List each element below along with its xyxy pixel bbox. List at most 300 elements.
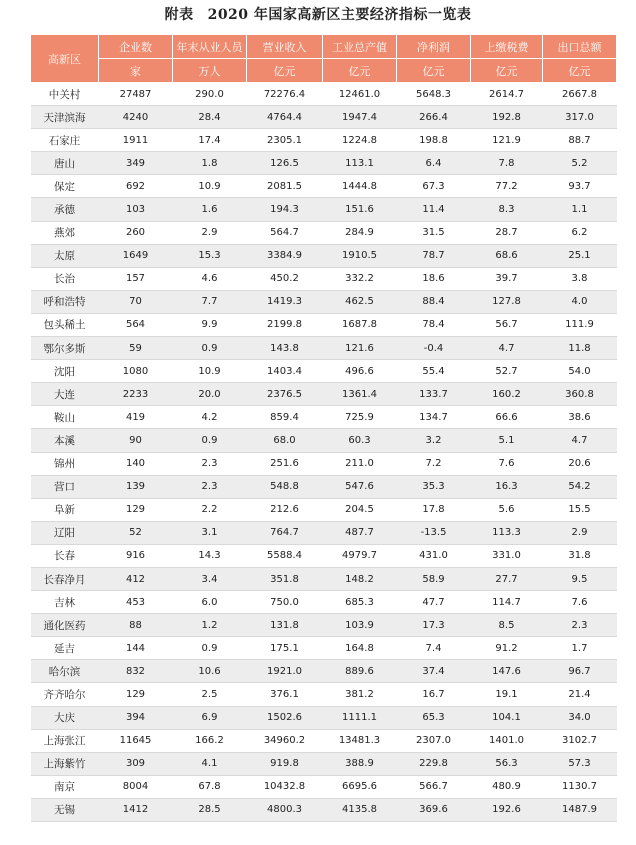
cell-employees: 14.3	[173, 544, 247, 567]
cell-taxes: 56.3	[471, 752, 543, 775]
cell-revenue: 34960.2	[247, 729, 323, 752]
unit-net-profit: 亿元	[397, 59, 471, 83]
cell-revenue: 450.2	[247, 267, 323, 290]
table-row	[31, 221, 617, 244]
cell-exports: 317.0	[543, 106, 617, 129]
table-row	[31, 337, 617, 360]
cell-taxes: 8.5	[471, 614, 543, 637]
table-row	[31, 267, 617, 290]
cell-revenue: 2305.1	[247, 129, 323, 152]
cell-industrial-output: 103.9	[323, 614, 397, 637]
cell-industrial-output: 60.3	[323, 429, 397, 452]
cell-employees: 4.6	[173, 267, 247, 290]
cell-revenue: 72276.4	[247, 83, 323, 106]
title-prefix: 附表	[164, 7, 194, 23]
cell-enterprises: 349	[99, 152, 173, 175]
cell-industrial-output: 332.2	[323, 267, 397, 290]
cell-zone-name: 大庆	[31, 706, 99, 729]
cell-exports: 1.7	[543, 637, 617, 660]
cell-net-profit: 11.4	[397, 198, 471, 221]
cell-industrial-output: 148.2	[323, 567, 397, 590]
cell-net-profit: 7.2	[397, 452, 471, 475]
table-row	[31, 175, 617, 198]
cell-zone-name: 辽阳	[31, 521, 99, 544]
cell-industrial-output: 1687.8	[323, 313, 397, 336]
cell-net-profit: 37.4	[397, 660, 471, 683]
table-row	[31, 498, 617, 521]
table-row	[31, 106, 617, 129]
cell-exports: 4.7	[543, 429, 617, 452]
cell-exports: 2.3	[543, 614, 617, 637]
cell-industrial-output: 284.9	[323, 221, 397, 244]
cell-enterprises: 70	[99, 290, 173, 313]
cell-exports: 5.2	[543, 152, 617, 175]
cell-industrial-output: 4135.8	[323, 798, 397, 821]
cell-taxes: 127.8	[471, 290, 543, 313]
cell-enterprises: 90	[99, 429, 173, 452]
cell-employees: 2.3	[173, 452, 247, 475]
table-row	[31, 729, 617, 752]
cell-taxes: 4.7	[471, 337, 543, 360]
cell-net-profit: 134.7	[397, 406, 471, 429]
cell-enterprises: 140	[99, 452, 173, 475]
header-taxes: 上缴税费	[471, 35, 543, 59]
cell-revenue: 764.7	[247, 521, 323, 544]
unit-taxes: 亿元	[471, 59, 543, 83]
cell-net-profit: 16.7	[397, 683, 471, 706]
header-industrial-output: 工业总产值	[323, 35, 397, 59]
cell-employees: 0.9	[173, 429, 247, 452]
cell-industrial-output: 496.6	[323, 360, 397, 383]
cell-zone-name: 长治	[31, 267, 99, 290]
cell-enterprises: 1649	[99, 244, 173, 267]
cell-employees: 17.4	[173, 129, 247, 152]
cell-revenue: 175.1	[247, 637, 323, 660]
table-row	[31, 798, 617, 821]
table-row	[31, 383, 617, 406]
cell-enterprises: 1080	[99, 360, 173, 383]
cell-employees: 67.8	[173, 775, 247, 798]
table-header	[31, 35, 617, 83]
cell-taxes: 114.7	[471, 591, 543, 614]
cell-employees: 1.6	[173, 198, 247, 221]
cell-taxes: 480.9	[471, 775, 543, 798]
cell-net-profit: 7.4	[397, 637, 471, 660]
cell-exports: 54.2	[543, 475, 617, 498]
cell-taxes: 8.3	[471, 198, 543, 221]
cell-zone-name: 无锡	[31, 798, 99, 821]
cell-revenue: 750.0	[247, 591, 323, 614]
cell-zone-name: 长春	[31, 544, 99, 567]
cell-enterprises: 129	[99, 683, 173, 706]
cell-employees: 10.9	[173, 360, 247, 383]
cell-taxes: 66.6	[471, 406, 543, 429]
cell-exports: 34.0	[543, 706, 617, 729]
cell-exports: 31.8	[543, 544, 617, 567]
table-row	[31, 83, 617, 106]
cell-revenue: 548.8	[247, 475, 323, 498]
cell-zone-name: 阜新	[31, 498, 99, 521]
cell-employees: 10.6	[173, 660, 247, 683]
cell-enterprises: 4240	[99, 106, 173, 129]
cell-employees: 4.2	[173, 406, 247, 429]
cell-employees: 10.9	[173, 175, 247, 198]
cell-zone-name: 通化医药	[31, 614, 99, 637]
cell-taxes: 331.0	[471, 544, 543, 567]
unit-industrial-output: 亿元	[323, 59, 397, 83]
cell-zone-name: 燕郊	[31, 221, 99, 244]
cell-net-profit: 133.7	[397, 383, 471, 406]
cell-enterprises: 564	[99, 313, 173, 336]
cell-zone-name: 延吉	[31, 637, 99, 660]
cell-enterprises: 1911	[99, 129, 173, 152]
cell-employees: 3.4	[173, 567, 247, 590]
cell-taxes: 160.2	[471, 383, 543, 406]
cell-exports: 4.0	[543, 290, 617, 313]
cell-zone-name: 太原	[31, 244, 99, 267]
cell-taxes: 5.6	[471, 498, 543, 521]
cell-employees: 0.9	[173, 637, 247, 660]
cell-exports: 7.6	[543, 591, 617, 614]
cell-employees: 2.9	[173, 221, 247, 244]
header-net-profit: 净利润	[397, 35, 471, 59]
cell-net-profit: 65.3	[397, 706, 471, 729]
cell-net-profit: 18.6	[397, 267, 471, 290]
header-employees: 年末从业人员	[173, 35, 247, 59]
cell-enterprises: 692	[99, 175, 173, 198]
cell-industrial-output: 164.8	[323, 637, 397, 660]
cell-exports: 1487.9	[543, 798, 617, 821]
cell-employees: 3.1	[173, 521, 247, 544]
cell-industrial-output: 547.6	[323, 475, 397, 498]
cell-exports: 21.4	[543, 683, 617, 706]
cell-zone-name: 上海张江	[31, 729, 99, 752]
unit-enterprises: 家	[99, 59, 173, 83]
cell-taxes: 19.1	[471, 683, 543, 706]
table-row	[31, 129, 617, 152]
cell-exports: 93.7	[543, 175, 617, 198]
cell-exports: 111.9	[543, 313, 617, 336]
cell-exports: 1130.7	[543, 775, 617, 798]
cell-taxes: 121.9	[471, 129, 543, 152]
cell-industrial-output: 388.9	[323, 752, 397, 775]
cell-enterprises: 2233	[99, 383, 173, 406]
cell-net-profit: 17.3	[397, 614, 471, 637]
cell-net-profit: 55.4	[397, 360, 471, 383]
cell-revenue: 194.3	[247, 198, 323, 221]
cell-taxes: 16.3	[471, 475, 543, 498]
cell-employees: 6.0	[173, 591, 247, 614]
cell-revenue: 1502.6	[247, 706, 323, 729]
cell-revenue: 131.8	[247, 614, 323, 637]
table-row	[31, 637, 617, 660]
cell-employees: 9.9	[173, 313, 247, 336]
cell-revenue: 919.8	[247, 752, 323, 775]
table-row	[31, 313, 617, 336]
cell-zone-name: 锦州	[31, 452, 99, 475]
cell-net-profit: 78.7	[397, 244, 471, 267]
cell-enterprises: 8004	[99, 775, 173, 798]
cell-taxes: 104.1	[471, 706, 543, 729]
cell-zone-name: 齐齐哈尔	[31, 683, 99, 706]
cell-exports: 6.2	[543, 221, 617, 244]
cell-net-profit: 266.4	[397, 106, 471, 129]
cell-zone-name: 大连	[31, 383, 99, 406]
cell-taxes: 7.6	[471, 452, 543, 475]
cell-exports: 3102.7	[543, 729, 617, 752]
title-text: 2020 年国家高新区主要经济指标一览表	[207, 7, 472, 23]
cell-exports: 20.6	[543, 452, 617, 475]
cell-net-profit: 35.3	[397, 475, 471, 498]
cell-revenue: 1921.0	[247, 660, 323, 683]
table-row	[31, 683, 617, 706]
cell-enterprises: 52	[99, 521, 173, 544]
cell-zone-name: 呼和浩特	[31, 290, 99, 313]
table-row	[31, 360, 617, 383]
cell-revenue: 351.8	[247, 567, 323, 590]
cell-revenue: 10432.8	[247, 775, 323, 798]
table-row	[31, 152, 617, 175]
cell-employees: 28.5	[173, 798, 247, 821]
cell-net-profit: -13.5	[397, 521, 471, 544]
table-row	[31, 198, 617, 221]
cell-taxes: 113.3	[471, 521, 543, 544]
cell-revenue: 859.4	[247, 406, 323, 429]
cell-zone-name: 保定	[31, 175, 99, 198]
cell-enterprises: 412	[99, 567, 173, 590]
cell-exports: 11.8	[543, 337, 617, 360]
table-row	[31, 567, 617, 590]
cell-exports: 2667.8	[543, 83, 617, 106]
cell-zone-name: 沈阳	[31, 360, 99, 383]
cell-employees: 28.4	[173, 106, 247, 129]
unit-exports: 亿元	[543, 59, 617, 83]
header-exports: 出口总额	[543, 35, 617, 59]
cell-enterprises: 11645	[99, 729, 173, 752]
cell-enterprises: 129	[99, 498, 173, 521]
cell-net-profit: 31.5	[397, 221, 471, 244]
cell-industrial-output: 462.5	[323, 290, 397, 313]
cell-industrial-output: 1947.4	[323, 106, 397, 129]
cell-industrial-output: 1910.5	[323, 244, 397, 267]
cell-industrial-output: 381.2	[323, 683, 397, 706]
cell-employees: 20.0	[173, 383, 247, 406]
cell-taxes: 91.2	[471, 637, 543, 660]
cell-industrial-output: 889.6	[323, 660, 397, 683]
cell-revenue: 251.6	[247, 452, 323, 475]
cell-zone-name: 本溪	[31, 429, 99, 452]
cell-net-profit: 2307.0	[397, 729, 471, 752]
cell-zone-name: 营口	[31, 475, 99, 498]
cell-net-profit: 3.2	[397, 429, 471, 452]
cell-industrial-output: 1361.4	[323, 383, 397, 406]
cell-employees: 290.0	[173, 83, 247, 106]
cell-employees: 4.1	[173, 752, 247, 775]
header-enterprises: 企业数	[99, 35, 173, 59]
cell-zone-name: 鞍山	[31, 406, 99, 429]
cell-zone-name: 南京	[31, 775, 99, 798]
cell-industrial-output: 204.5	[323, 498, 397, 521]
cell-enterprises: 419	[99, 406, 173, 429]
cell-industrial-output: 487.7	[323, 521, 397, 544]
cell-exports: 9.5	[543, 567, 617, 590]
cell-employees: 1.8	[173, 152, 247, 175]
cell-taxes: 28.7	[471, 221, 543, 244]
cell-exports: 1.1	[543, 198, 617, 221]
cell-enterprises: 309	[99, 752, 173, 775]
cell-revenue: 212.6	[247, 498, 323, 521]
cell-taxes: 56.7	[471, 313, 543, 336]
cell-revenue: 2199.8	[247, 313, 323, 336]
cell-zone-name: 哈尔滨	[31, 660, 99, 683]
cell-industrial-output: 685.3	[323, 591, 397, 614]
cell-net-profit: 431.0	[397, 544, 471, 567]
cell-net-profit: 17.8	[397, 498, 471, 521]
cell-revenue: 2376.5	[247, 383, 323, 406]
cell-enterprises: 88	[99, 614, 173, 637]
cell-enterprises: 916	[99, 544, 173, 567]
cell-net-profit: 198.8	[397, 129, 471, 152]
table-row	[31, 290, 617, 313]
cell-zone-name: 吉林	[31, 591, 99, 614]
cell-net-profit: 229.8	[397, 752, 471, 775]
cell-net-profit: 6.4	[397, 152, 471, 175]
cell-industrial-output: 1224.8	[323, 129, 397, 152]
cell-enterprises: 260	[99, 221, 173, 244]
cell-revenue: 376.1	[247, 683, 323, 706]
cell-industrial-output: 725.9	[323, 406, 397, 429]
cell-zone-name: 唐山	[31, 152, 99, 175]
cell-taxes: 192.6	[471, 798, 543, 821]
cell-zone-name: 包头稀土	[31, 313, 99, 336]
cell-net-profit: -0.4	[397, 337, 471, 360]
table-row	[31, 752, 617, 775]
table-row	[31, 521, 617, 544]
cell-industrial-output: 211.0	[323, 452, 397, 475]
cell-industrial-output: 151.6	[323, 198, 397, 221]
cell-net-profit: 58.9	[397, 567, 471, 590]
cell-employees: 166.2	[173, 729, 247, 752]
cell-employees: 2.5	[173, 683, 247, 706]
cell-revenue: 68.0	[247, 429, 323, 452]
cell-employees: 15.3	[173, 244, 247, 267]
table-row	[31, 660, 617, 683]
header-revenue: 营业收入	[247, 35, 323, 59]
cell-revenue: 2081.5	[247, 175, 323, 198]
cell-enterprises: 139	[99, 475, 173, 498]
cell-exports: 38.6	[543, 406, 617, 429]
page-title	[0, 4, 636, 24]
cell-taxes: 192.8	[471, 106, 543, 129]
cell-revenue: 1419.3	[247, 290, 323, 313]
cell-exports: 3.8	[543, 267, 617, 290]
cell-exports: 57.3	[543, 752, 617, 775]
cell-taxes: 27.7	[471, 567, 543, 590]
cell-industrial-output: 1111.1	[323, 706, 397, 729]
cell-enterprises: 832	[99, 660, 173, 683]
cell-net-profit: 67.3	[397, 175, 471, 198]
cell-revenue: 5588.4	[247, 544, 323, 567]
table-row	[31, 591, 617, 614]
cell-enterprises: 144	[99, 637, 173, 660]
unit-revenue: 亿元	[247, 59, 323, 83]
cell-employees: 7.7	[173, 290, 247, 313]
cell-industrial-output: 12461.0	[323, 83, 397, 106]
cell-enterprises: 1412	[99, 798, 173, 821]
cell-revenue: 4800.3	[247, 798, 323, 821]
table-row	[31, 614, 617, 637]
cell-employees: 1.2	[173, 614, 247, 637]
table-row	[31, 706, 617, 729]
cell-zone-name: 中关村	[31, 83, 99, 106]
cell-exports: 2.9	[543, 521, 617, 544]
cell-enterprises: 157	[99, 267, 173, 290]
cell-industrial-output: 121.6	[323, 337, 397, 360]
cell-taxes: 77.2	[471, 175, 543, 198]
cell-exports: 54.0	[543, 360, 617, 383]
cell-net-profit: 5648.3	[397, 83, 471, 106]
table-body	[31, 83, 617, 822]
cell-taxes: 2614.7	[471, 83, 543, 106]
cell-exports: 360.8	[543, 383, 617, 406]
cell-industrial-output: 4979.7	[323, 544, 397, 567]
cell-taxes: 1401.0	[471, 729, 543, 752]
cell-zone-name: 长春净月	[31, 567, 99, 590]
cell-revenue: 4764.4	[247, 106, 323, 129]
cell-net-profit: 369.6	[397, 798, 471, 821]
table-row	[31, 244, 617, 267]
cell-zone-name: 石家庄	[31, 129, 99, 152]
cell-revenue: 1403.4	[247, 360, 323, 383]
cell-taxes: 68.6	[471, 244, 543, 267]
cell-employees: 2.3	[173, 475, 247, 498]
cell-industrial-output: 13481.3	[323, 729, 397, 752]
cell-revenue: 3384.9	[247, 244, 323, 267]
indicator-table	[30, 34, 617, 822]
cell-net-profit: 88.4	[397, 290, 471, 313]
cell-industrial-output: 113.1	[323, 152, 397, 175]
cell-exports: 15.5	[543, 498, 617, 521]
cell-zone-name: 鄂尔多斯	[31, 337, 99, 360]
cell-revenue: 143.8	[247, 337, 323, 360]
indicator-table-container	[30, 34, 616, 822]
cell-employees: 2.2	[173, 498, 247, 521]
cell-net-profit: 566.7	[397, 775, 471, 798]
cell-taxes: 5.1	[471, 429, 543, 452]
cell-revenue: 564.7	[247, 221, 323, 244]
table-row	[31, 452, 617, 475]
cell-employees: 0.9	[173, 337, 247, 360]
cell-enterprises: 453	[99, 591, 173, 614]
table-row	[31, 544, 617, 567]
cell-employees: 6.9	[173, 706, 247, 729]
table-row	[31, 429, 617, 452]
cell-enterprises: 59	[99, 337, 173, 360]
table-row	[31, 475, 617, 498]
header-zone: 高新区	[31, 35, 99, 83]
cell-zone-name: 承德	[31, 198, 99, 221]
cell-taxes: 147.6	[471, 660, 543, 683]
cell-industrial-output: 1444.8	[323, 175, 397, 198]
cell-enterprises: 394	[99, 706, 173, 729]
cell-revenue: 126.5	[247, 152, 323, 175]
cell-taxes: 52.7	[471, 360, 543, 383]
cell-industrial-output: 6695.6	[323, 775, 397, 798]
cell-taxes: 39.7	[471, 267, 543, 290]
cell-enterprises: 27487	[99, 83, 173, 106]
unit-employees: 万人	[173, 59, 247, 83]
cell-enterprises: 103	[99, 198, 173, 221]
